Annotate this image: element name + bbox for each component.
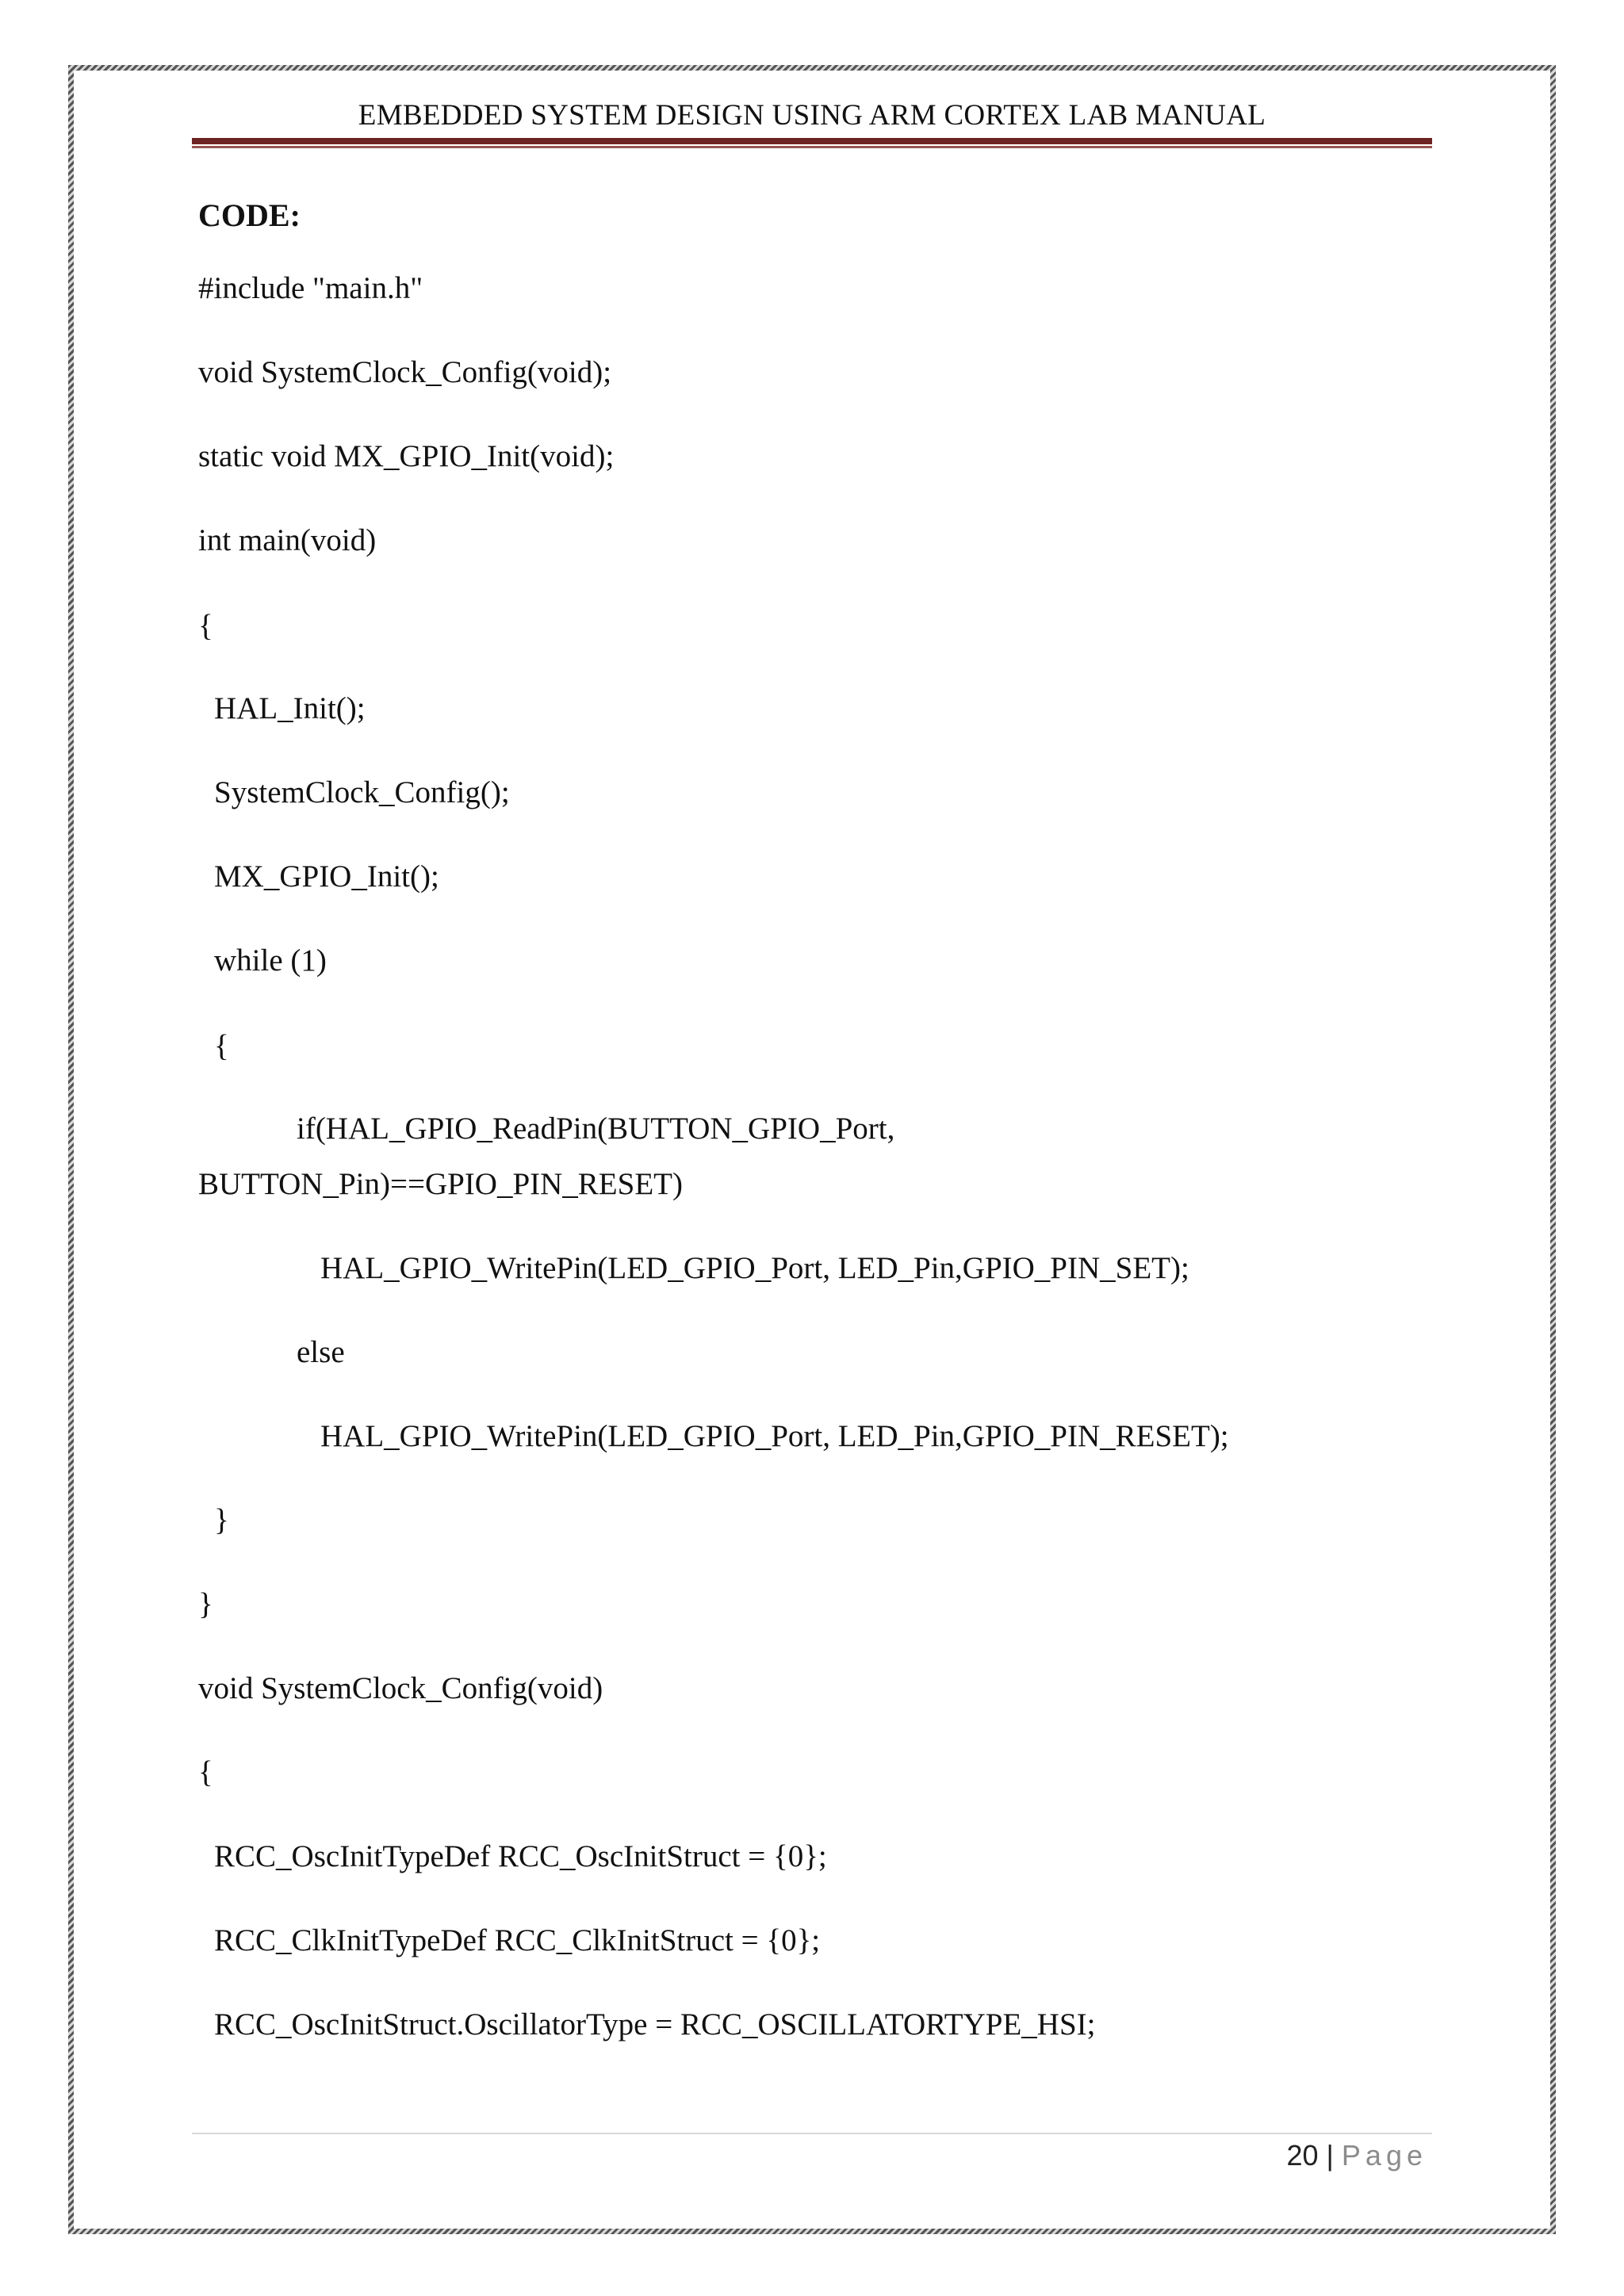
code-line: HAL_GPIO_WritePin(LED_GPIO_Port, LED_Pin,GPIO_PIN_RESET); (320, 1419, 1229, 1453)
code-line: static void MX_GPIO_Init(void); (198, 439, 615, 473)
code-line: #include "main.h" (198, 271, 423, 305)
code-line: MX_GPIO_Init(); (214, 859, 439, 894)
footer-rule (192, 2133, 1432, 2134)
code-line: { (198, 609, 213, 643)
code-line: HAL_Init(); (214, 691, 366, 725)
page-number (1286, 2139, 1427, 2172)
page-border (68, 65, 1556, 2234)
code-line: if(HAL_GPIO_ReadPin(BUTTON_GPIO_Port, (297, 1112, 895, 1146)
page-number-value: 20 (1286, 2139, 1319, 2172)
code-line: } (214, 1503, 229, 1537)
code-line: HAL_GPIO_WritePin(LED_GPIO_Port, LED_Pin,GPIO_PIN_SET); (320, 1251, 1189, 1285)
code-line: void SystemClock_Config(void) (198, 1671, 603, 1705)
code-line: int main(void) (198, 523, 377, 557)
code-line: BUTTON_Pin)==GPIO_PIN_RESET) (198, 1167, 683, 1201)
code-line: { (198, 1755, 213, 1789)
code-line: } (198, 1587, 213, 1621)
header-rule (192, 138, 1432, 144)
page-word: Page (1341, 2139, 1427, 2172)
code-line: RCC_ClkInitTypeDef RCC_ClkInitStruct = {0}; (214, 1923, 821, 1957)
section-title: CODE: (198, 197, 301, 233)
running-header: EMBEDDED SYSTEM DESIGN USING ARM CORTEX LAB MANUAL (358, 99, 1266, 132)
code-line: RCC_OscInitTypeDef RCC_OscInitStruct = {0}; (214, 1839, 827, 1873)
code-line: SystemClock_Config(); (214, 775, 510, 809)
code-line: RCC_OscInitStruct.OscillatorType = RCC_OSCILLATORTYPE_HSI; (214, 2007, 1096, 2042)
code-line: while (1) (214, 943, 327, 978)
code-line: else (297, 1335, 345, 1369)
code-line: void SystemClock_Config(void); (198, 355, 612, 389)
page-number-separator: | (1326, 2139, 1334, 2172)
code-line: { (214, 1029, 229, 1063)
header-rule-thin (192, 146, 1432, 148)
